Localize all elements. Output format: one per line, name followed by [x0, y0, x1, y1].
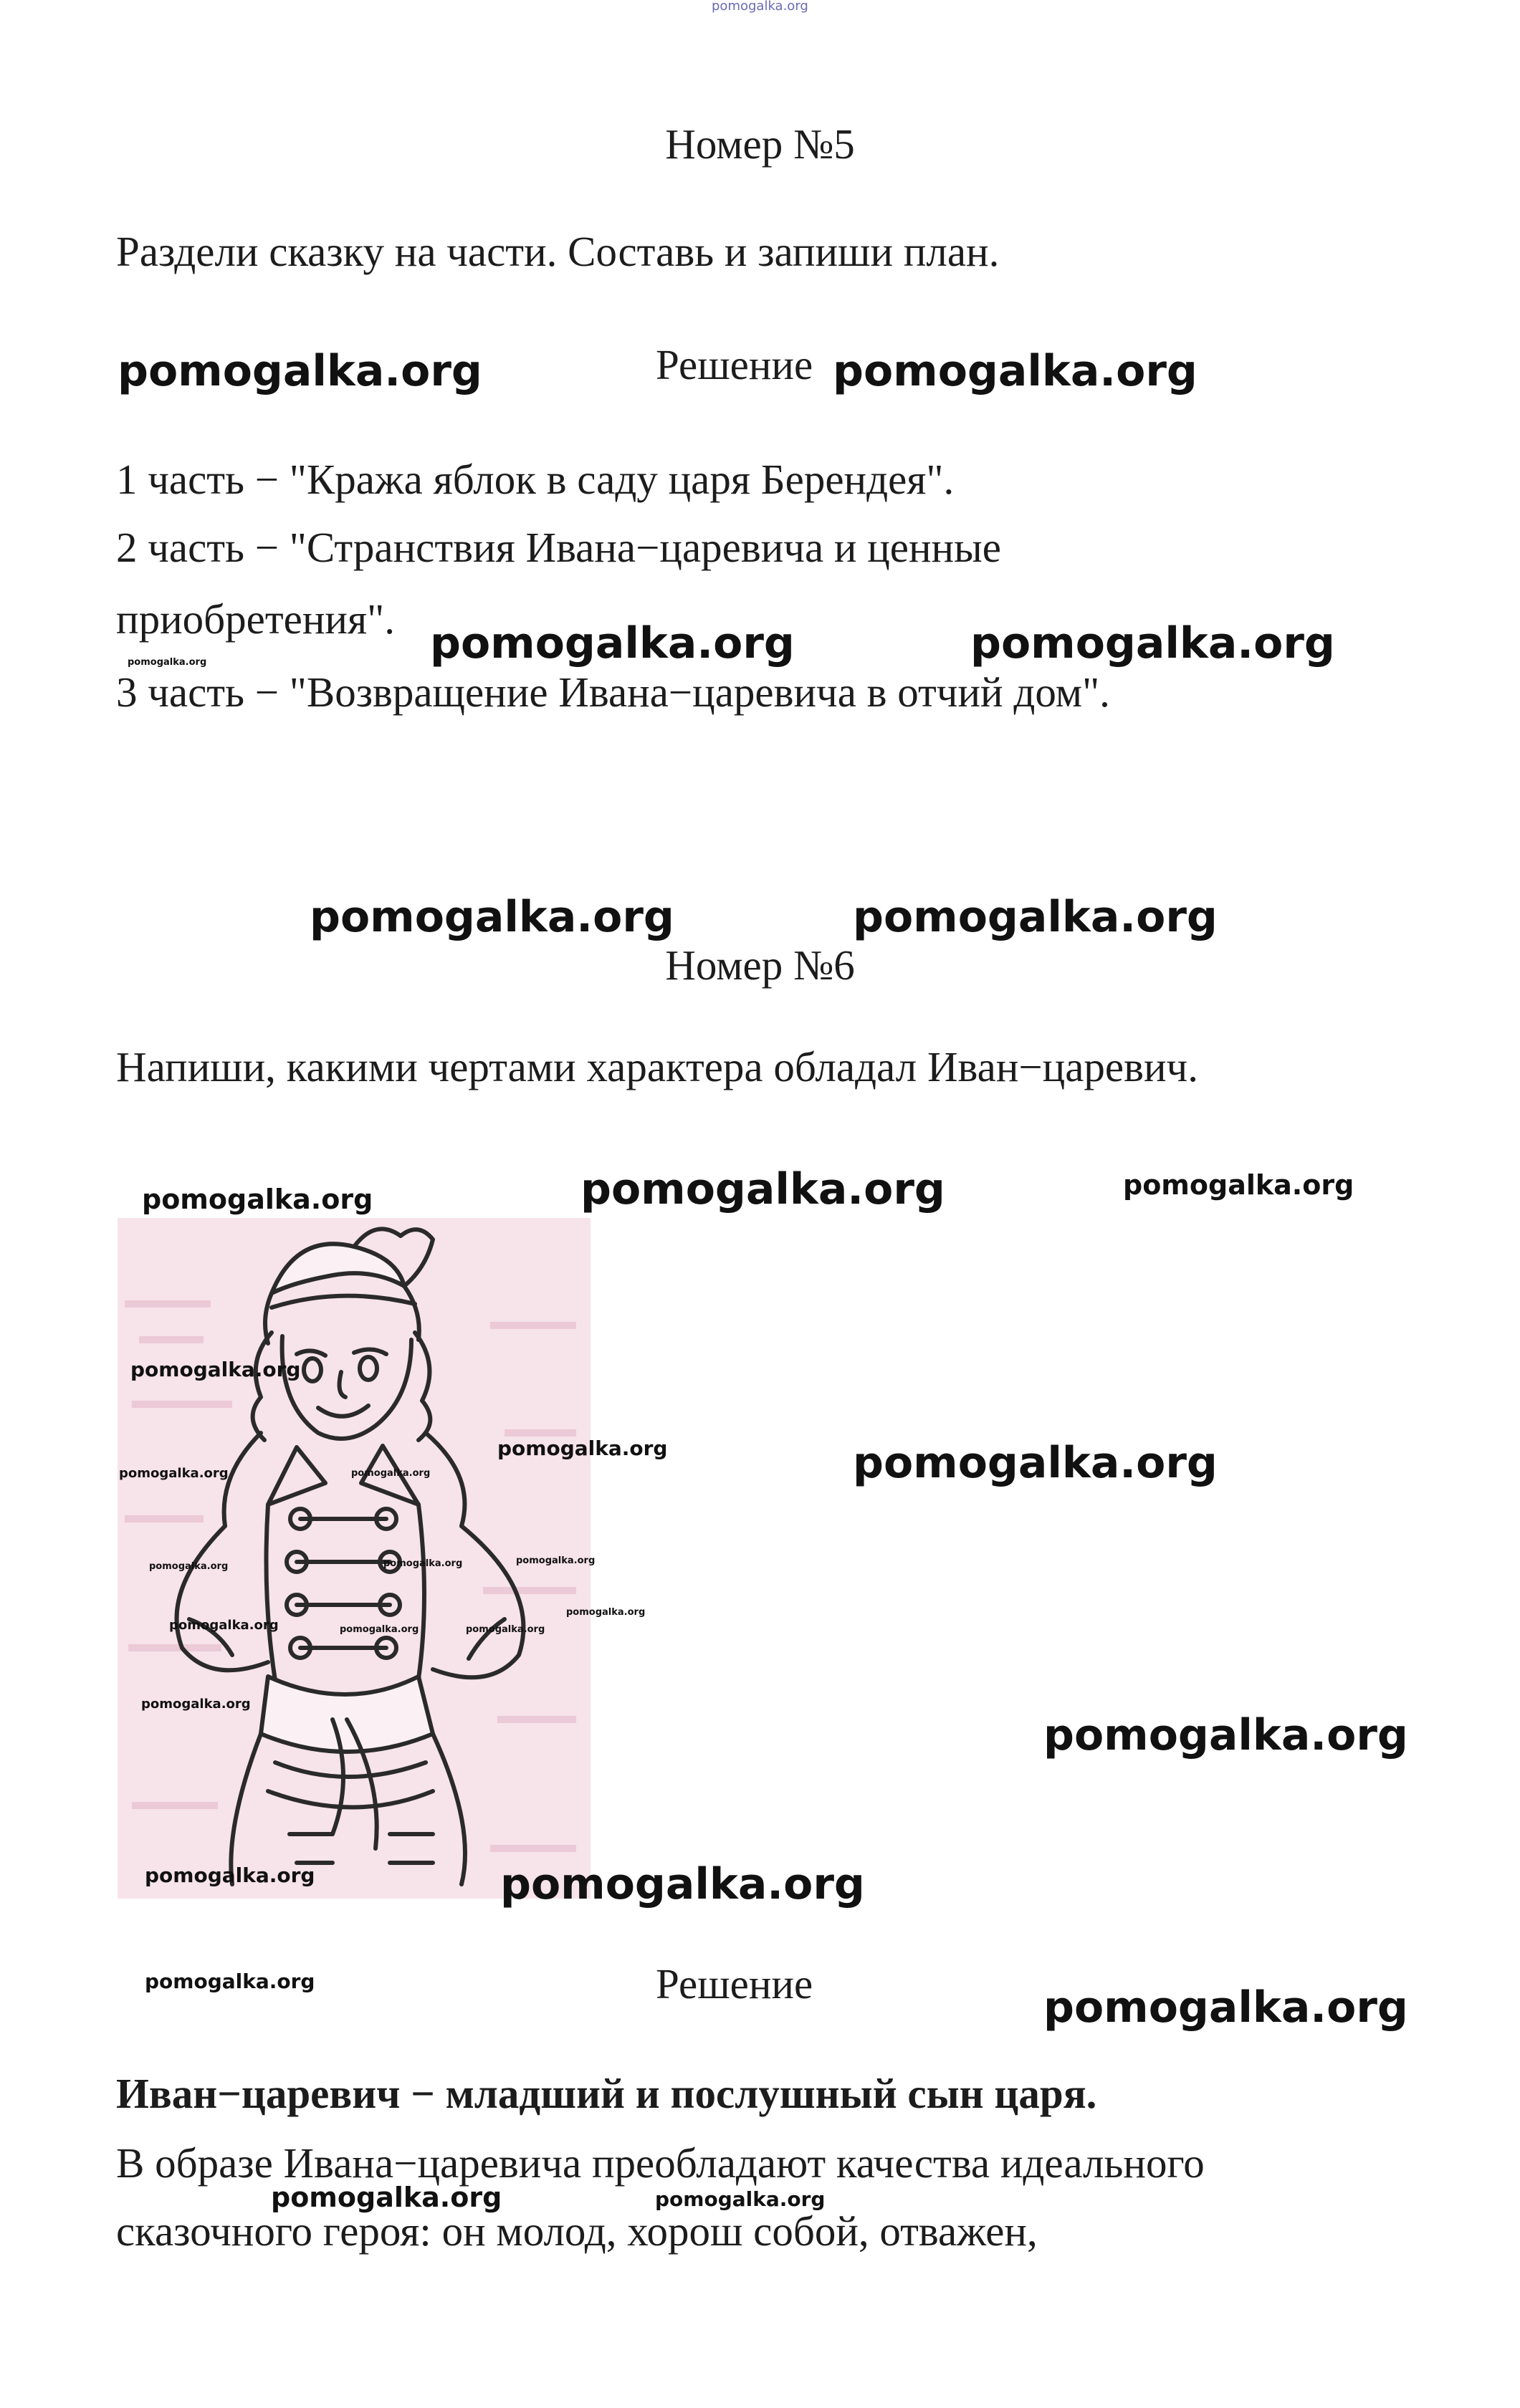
- watermark-7: pomogalka.org: [853, 892, 1218, 942]
- answer-bold-line: Иван−царевич − младший и послушный сын царя.: [116, 2070, 1097, 2117]
- watermark-11: pomogalka.org: [130, 1358, 301, 1381]
- watermark-13: pomogalka.org: [351, 1468, 431, 1479]
- section5-task: Раздели сказку на части. Составь и запиши план.: [116, 228, 1000, 275]
- section6-task: Напиши, какими чертами характера обладал Иван−царевич.: [116, 1043, 1198, 1090]
- section6-solution-heading: Решение: [656, 1960, 813, 2008]
- watermark-12: pomogalka.org: [119, 1466, 229, 1481]
- watermark-17: pomogalka.org: [383, 1558, 463, 1569]
- plan-item-1: 1 часть − "Кража яблок в саду царя Берендея".: [116, 456, 955, 503]
- answer-line-2: сказочного героя: он молод, хорош собой, отважен,: [116, 2207, 1038, 2255]
- watermark-3: pomogalka.org: [128, 657, 207, 668]
- watermark-26: pomogalka.org: [500, 1859, 865, 1909]
- watermark-28: pomogalka.org: [1043, 1982, 1408, 2033]
- section6-title: Номер №6: [665, 941, 855, 989]
- watermark-20: pomogalka.org: [169, 1618, 279, 1633]
- plan-item-2: 2 часть − "Странствия Ивана−царевича и ценные: [116, 524, 1001, 571]
- watermark-16: pomogalka.org: [149, 1561, 229, 1572]
- plan-item-2-cont: приобретения".: [116, 595, 395, 643]
- watermark-22: pomogalka.org: [466, 1624, 545, 1635]
- answer-line-1: В образе Ивана−царевича преобладают качества идеального: [116, 2139, 1205, 2187]
- watermark-1: pomogalka.org: [118, 346, 482, 396]
- watermark-8: pomogalka.org: [142, 1184, 373, 1215]
- watermark-19: pomogalka.org: [566, 1607, 646, 1618]
- watermark-15: pomogalka.org: [853, 1438, 1218, 1488]
- watermark-14: pomogalka.org: [497, 1436, 668, 1460]
- watermark-27: pomogalka.org: [145, 1970, 315, 1993]
- watermark-18: pomogalka.org: [516, 1555, 596, 1566]
- watermark-2: pomogalka.org: [833, 346, 1198, 396]
- watermark-21: pomogalka.org: [340, 1624, 419, 1635]
- watermark-23: pomogalka.org: [141, 1697, 251, 1712]
- watermark-29: pomogalka.org: [271, 2182, 502, 2213]
- plan-item-3: 3 часть − "Возвращение Ивана−царевича в отчий дом".: [116, 668, 1110, 716]
- section5-solution-heading: Решение: [656, 341, 813, 388]
- watermark-6: pomogalka.org: [310, 892, 674, 942]
- watermark-24: pomogalka.org: [1043, 1710, 1408, 1760]
- watermark-4: pomogalka.org: [430, 618, 795, 668]
- watermark-30: pomogalka.org: [655, 2187, 826, 2211]
- section5-title: Номер №5: [665, 120, 855, 168]
- watermark-5: pomogalka.org: [970, 618, 1335, 668]
- watermark-10: pomogalka.org: [1123, 1169, 1354, 1201]
- watermark-25: pomogalka.org: [145, 1863, 315, 1887]
- watermark-top: pomogalka.org: [712, 0, 808, 14]
- watermark-9: pomogalka.org: [580, 1164, 945, 1214]
